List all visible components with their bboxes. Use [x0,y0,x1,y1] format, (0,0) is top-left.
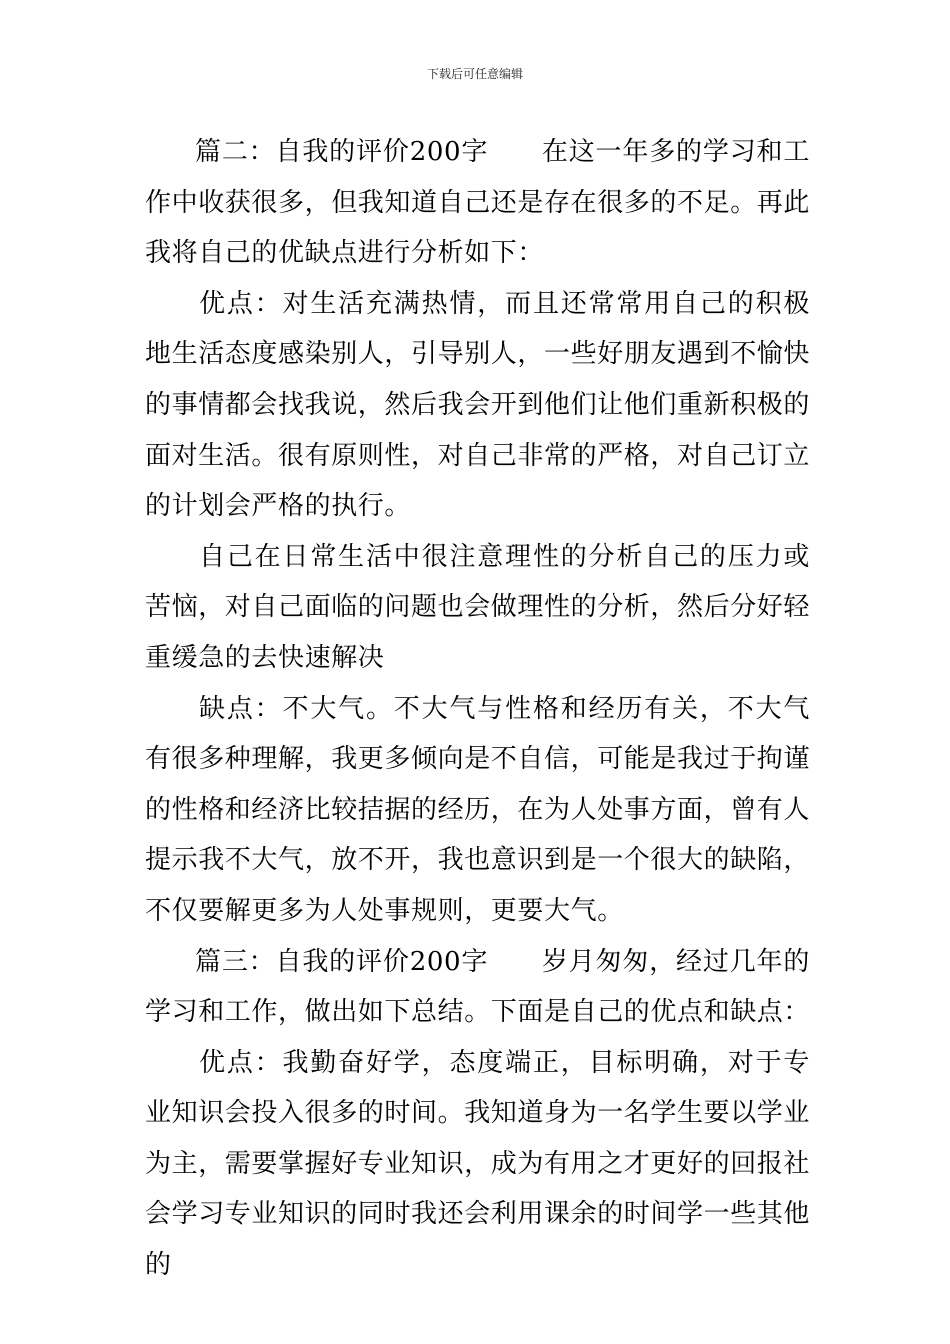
paragraph-section-three-strengths: 优点：我勤奋好学，态度端正，目标明确，对于专业知识会投入很多的时间。我知道身为一名学生要以学业为主，需要掌握好专业知识，成为有用之才更好的回报社会学习专业知识的同时我还会利用课余的时间学一些其他的 [145,1047,811,1281]
paragraph-weaknesses: 缺点：不大气。不大气与性格和经历有关，不大气有很多种理解，我更多倾向是不自信，可能是我过于拘谨的性格和经济比较拮据的经历，在为人处事方面，曾有人提示我不大气，放不开，我也意识到是一个很大的缺陷，不仅要解更多为人处事规则，更要大气。 [145,693,811,926]
paragraph-strengths: 优点：对生活充满热情，而且还常常用自己的积极地生活态度感染别人，引导别人，一些好朋友遇到不愉快的事情都会找我说，然后我会开到他们让他们重新积极的面对生活。很有原则性，对自己非常的严格，对自己订立的计划会严格的执行。 [145,288,811,522]
document-body [145,127,810,1291]
page-header: 下载后可任意编辑 [426,67,523,81]
paragraph-rational-analysis: 自己在日常生活中很注意理性的分析自己的压力或苦恼，对自己面临的问题也会做理性的分析，然后分好轻重缓急的去快速解决 [145,541,811,673]
paragraph-section-two-intro: 篇二：自我的评价200字 在这一年多的学习和工作中收获很多，但我知道自己还是存在很多的不足。再此我将自己的优缺点进行分析如下： [145,137,811,269]
paragraph-section-three-intro: 篇三：自我的评价200字 岁月匆匆，经过几年的学习和工作，做出如下总结。下面是自己的优点和缺点： [145,946,811,1028]
